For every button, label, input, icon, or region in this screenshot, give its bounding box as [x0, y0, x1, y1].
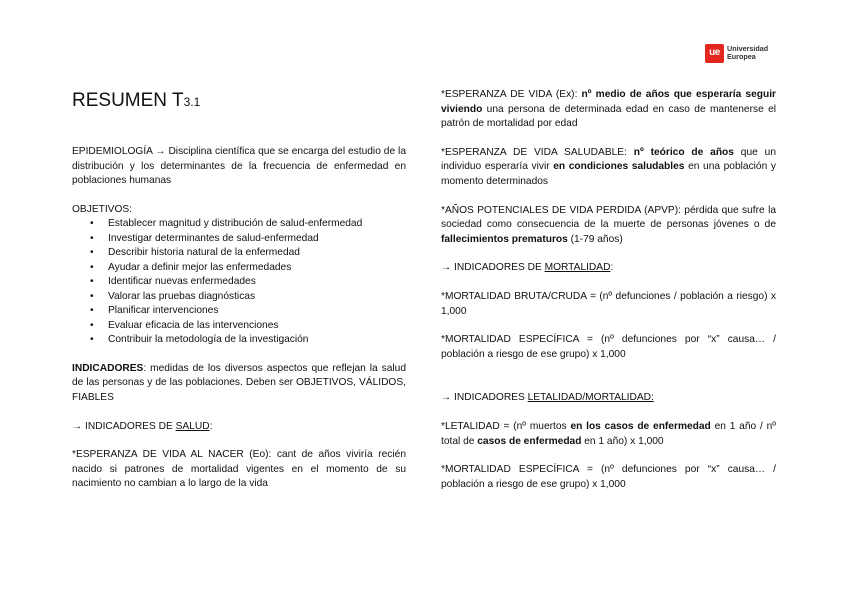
- logo-text: [727, 45, 768, 60]
- letalidad-definition: *LETALIDAD = (nº muertos en los casos de enfermedad en 1 año / nº total de casos de enfermedad en 1 año) x 1,000: [441, 420, 777, 447]
- list-item: • Planificar intervenciones: [108, 304, 406, 319]
- list-item: • Describir historia natural de la enfermedad: [108, 246, 406, 261]
- list-item: • Ayudar a definir mejor las enfermedades: [108, 261, 406, 276]
- list-item: • Evaluar eficacia de las intervenciones: [108, 319, 406, 334]
- mortalidad-especifica-2: *MORTALIDAD ESPECÍFICA = (nº defunciones por “x” causa… / población a riesgo de ese grupo) x 1,000: [441, 464, 776, 490]
- epidemiologia-definition: EPIDEMIOLOGÍA → Disciplina científica que se encarga del estudio de la distribución y los determinantes de la frecuencia de enfermedad en poblaciones humanas: [72, 146, 406, 187]
- ue-logo-icon: ue: [705, 44, 724, 63]
- objetivos-list: [72, 217, 406, 348]
- list-item: • Contribuir la metodología de la investigación: [108, 333, 406, 348]
- esperanza-vida-ex: *ESPERANZA DE VIDA (Ex): nº medio de años que esperaría seguir viviendo una persona de determinada edad en caso de mantenerse el patrón de mortalidad por edad: [441, 89, 776, 130]
- esperanza-vida-saludable: *ESPERANZA DE VIDA SALUDABLE: nº teórico de años que un individuo esperaría vivir en condiciones saludables en una población y momento determinados: [441, 146, 776, 187]
- esperanza-vida-nacer: *ESPERANZA DE VIDA AL NACER (Eo): cant de años viviría recién nacido si patrones de mortalidad vigentes en el momento de su nacimiento no cambian a lo largo de la vida: [72, 449, 406, 490]
- logo-line-1: Universidad: [727, 44, 769, 54]
- left-column: [72, 90, 406, 492]
- list-item: • Identificar nuevas enfermedades: [108, 275, 406, 290]
- indicadores-letalidad-heading: → INDICADORES LETALIDAD/MORTALIDAD:: [441, 392, 654, 404]
- list-item: • Valorar las pruebas diagnósticas: [108, 290, 406, 305]
- page-title: RESUMEN T3.1: [72, 90, 201, 111]
- list-item: • Establecer magnitud y distribución de salud-enfermedad: [108, 217, 406, 232]
- right-column: [441, 88, 776, 492]
- indicadores-mortalidad-heading: → INDICADORES DE MORTALIDAD:: [441, 262, 614, 274]
- apvp-definition: *AÑOS POTENCIALES DE VIDA PERDIDA (APVP): pérdida que sufre la sociedad como consecuencia de la muerte de personas jóvenes o de fallecimientos prematuros (1-79 años): [441, 204, 776, 245]
- mortalidad-especifica: *MORTALIDAD ESPECÍFICA = (nº defunciones por “x” causa… / población a riesgo de ese grupo) x 1,000: [441, 334, 776, 360]
- objetivos-label: OBJETIVOS:: [72, 203, 133, 215]
- list-item: • Investigar determinantes de salud-enfermedad: [108, 232, 406, 247]
- mortalidad-bruta: *MORTALIDAD BRUTA/CRUDA = (nº defunciones / población a riesgo) x 1,000: [441, 290, 776, 317]
- indicadores-definition: INDICADORES: medidas de los diversos aspectos que reflejan la salud de las personas y de las poblaciones. Deben ser OBJETIVOS, VÁLIDOS, FIABLES: [72, 362, 406, 404]
- logo-line-2: Europea: [727, 52, 756, 61]
- indicadores-salud-heading: → INDICADORES DE SALUD:: [72, 420, 213, 432]
- university-logo: [705, 40, 777, 66]
